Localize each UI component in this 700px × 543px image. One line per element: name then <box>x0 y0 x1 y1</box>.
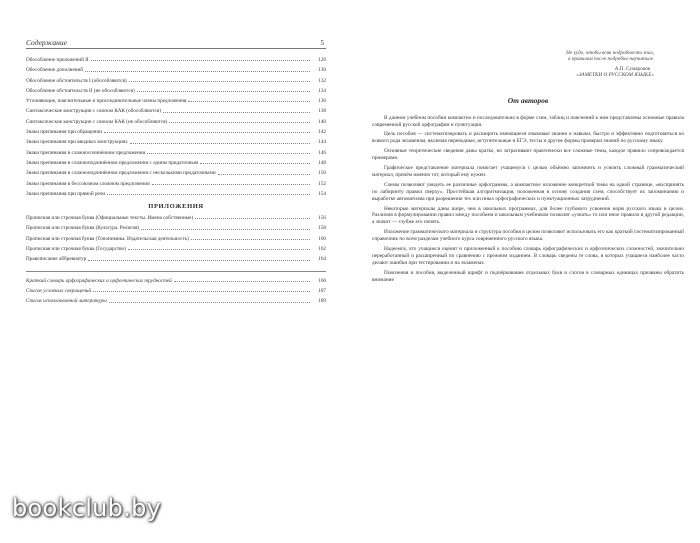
toc-item <box>26 256 326 262</box>
toc-item-page: 146 <box>318 149 326 156</box>
appendix-list <box>26 215 326 262</box>
toc-item-page: 164 <box>318 256 326 263</box>
toc-item <box>26 150 326 156</box>
toc-item-title: Знаки препинания в сложноподчинённом предложении с несколькими придаточными <box>26 170 216 177</box>
epigraph-line: а правилам после подробно научиться. <box>567 56 654 63</box>
toc-item-title: Знаки препинания в сложноподчинённом предложении с одним придаточным <box>26 159 199 166</box>
appendix-heading: ПРИЛОЖЕНИЯ <box>148 203 204 211</box>
preface-body <box>372 115 684 284</box>
toc-leader-dots <box>109 301 310 303</box>
toc-item <box>26 129 326 135</box>
toc-item-title: Знаки препинания при вводных конструкциях <box>26 139 128 146</box>
toc-item-title: Знаки препинания в бессоюзном сложном предложении <box>26 180 150 187</box>
toc-item-title: Знаки препинания при прямой речи <box>26 190 106 197</box>
toc-leader-dots <box>169 121 310 123</box>
toc-item-title: Список условных сокращений <box>26 287 92 294</box>
toc-leader-dots <box>129 80 310 82</box>
toc-item <box>26 278 326 284</box>
toc-item <box>26 57 326 63</box>
preface-paragraph: Схемы позволяют увидеть ее различные орфограммы, а компактное изложение конкретной темы на одной странице, «воспринять по лабиринту правил сверху». Простейшая алгоритмизация, положенная в основу создания схем, способствует их запоминанию и выработке автоматизма при разрешении тех или иных орфографических и пунктуационных затруднений. <box>372 181 684 202</box>
toc-item-page: 142 <box>318 129 326 136</box>
toc-item <box>26 225 326 231</box>
toc-item <box>26 78 326 84</box>
toc-item-page: 158 <box>318 225 326 232</box>
toc-item-title: Прописная или строчная буква (Официальные тексты. Имена собственные) <box>26 215 194 222</box>
toc-leader-dots <box>152 183 310 185</box>
toc-divider <box>26 271 326 272</box>
epigraph-work: «ЗАМЕТКИ О РУССКОМ ЯЗЫКЕ» <box>576 71 654 78</box>
toc-item-title: Прописная или строчная буква (Государство) <box>26 246 126 253</box>
toc-leader-dots <box>128 248 310 250</box>
toc-leader-dots <box>93 290 310 292</box>
toc-item <box>26 288 326 294</box>
toc-item-page: 140 <box>318 118 326 125</box>
preface-paragraph: Некоторые материалы даны шире, чем в школьных программах, для более глубокого усвоения норм русского языка в целом. Различия в формулировании правил между пособием и школьным учебником позволят «узнать» то или иное правило в другой редакции, а значит — глубже его понять. <box>372 205 684 226</box>
toc-item <box>26 139 326 145</box>
toc-item-page: 148 <box>318 159 326 166</box>
toc-item-page: 189 <box>318 298 326 305</box>
toc-leader-dots <box>174 280 310 282</box>
right-page <box>372 38 684 478</box>
toc-item <box>26 298 326 304</box>
toc-leader-dots <box>188 100 310 102</box>
toc-list <box>26 57 326 197</box>
toc-item-page: 160 <box>318 235 326 242</box>
toc-item-title: Список использованной литературы <box>26 298 107 305</box>
toc-item-title: Знаки препинания в сложносочинённом предложении <box>26 149 146 156</box>
toc-item <box>26 67 326 73</box>
toc-item-title: Прописная или строчная буква (Топонимика. Издательская деятельность) <box>26 235 189 242</box>
left-page <box>26 38 326 478</box>
toc-item-title: Уточняющие, пояснительные и присоединительные члены предложения <box>26 98 187 105</box>
toc-item <box>26 236 326 242</box>
preface-paragraph: Графическое представление материала помогает учащемуся с целью объёмно запомнить и усвоить сложный грамматический материал, причём именно тот, который ему нужен. <box>372 165 684 178</box>
toc-item <box>26 88 326 94</box>
toc-item-page: 138 <box>318 108 326 115</box>
running-head-title: Содержание <box>26 38 67 47</box>
toc-item-title: Обособление обстоятельств I (обособляются) <box>26 77 127 84</box>
preface-paragraph: Изложение грамматического материала и структура пособия в целом позволяют использовать его как краткий систематизированный справочник по всем разделам учебного курса современного русского языка. <box>372 229 684 243</box>
toc-leader-dots <box>104 131 310 133</box>
toc-leader-dots <box>195 217 310 219</box>
toc-leader-dots <box>200 162 310 164</box>
preface-paragraph: Основные теоретические сведения даны кратко, но затрагивают практически все сложные темы, каждое правило сопровождается примерами. <box>372 148 684 162</box>
toc-leader-dots <box>141 228 310 230</box>
toc-item-title: Синтаксические конструкции с союзом КАК (обособляются) <box>26 108 161 115</box>
toc-item <box>26 191 326 197</box>
toc-item <box>26 181 326 187</box>
preface-paragraph: Надеемся, что учащиеся оценят и приложенный к пособию словарь орфографических и орфоэпических сложностей, значительно переработанный и расширенный по сравнению с прежним изданием. В словарь сведены те слова, в которых учащиеся наиболее часто делают ошибки при тестировании и на экзаменах. <box>372 246 684 266</box>
toc-item-page: 166 <box>318 277 326 284</box>
toc-item-page: 162 <box>318 246 326 253</box>
watermark-text: bookclub.by <box>12 494 162 522</box>
toc-item <box>26 98 326 104</box>
toc-item-title: Синтаксические конструкции с союзом КАК (не обособляются) <box>26 118 168 125</box>
toc-item-title: Знаки препинания при обращении <box>26 129 103 136</box>
epigraph-author: А.П. Сумароков <box>614 65 650 72</box>
toc-item-page: 154 <box>318 190 326 197</box>
toc-item-page: 134 <box>318 87 326 94</box>
toc-leader-dots <box>88 259 310 261</box>
toc-item-title: Краткий словарь орфографических и орфоэпических трудностей <box>26 277 172 284</box>
epigraph-line: Не худо, чтобы всяк подробности знал, <box>566 50 654 56</box>
toc-item-title: Правописание аббревиатур <box>26 256 87 263</box>
toc-item <box>26 170 326 176</box>
toc-leader-dots <box>218 173 310 175</box>
toc-item-page: 152 <box>318 180 326 187</box>
toc-item-page: 126 <box>318 57 326 63</box>
preface-paragraph: Цель пособия — систематизировать и расширить имеющиеся языковые знания и навыки, быстро и эффективно подготовиться ко всякого рода экзаменам, включая переводные, вступительные и ЕГЭ, тесты и другие формы проверки знаний по русскому языку. <box>372 131 684 145</box>
toc-item-page: 144 <box>318 139 326 146</box>
toc-item-title: Обособление дополнений <box>26 67 84 74</box>
toc-leader-dots <box>91 59 310 61</box>
toc-leader-dots <box>191 238 310 240</box>
toc-leader-dots <box>137 90 310 92</box>
toc-item-page: 130 <box>318 67 326 74</box>
toc-item-title: Обособление обстоятельств II (не обособляются) <box>26 87 135 94</box>
running-head <box>26 38 326 49</box>
toc-leader-dots <box>107 193 310 195</box>
toc-item-page: 150 <box>318 170 326 177</box>
toc-item <box>26 246 326 252</box>
toc-item-title: Прописная или строчная буква (Культура. Религия) <box>26 225 140 232</box>
page-number: 5 <box>320 39 324 47</box>
toc-item-page: 136 <box>318 98 326 105</box>
toc-item <box>26 160 326 166</box>
toc-leader-dots <box>85 70 310 72</box>
toc-item-title: Обособление приложений II <box>26 57 89 63</box>
toc-item <box>26 119 326 125</box>
preface-paragraph: В данном учебном пособии компактно и последовательно в форме схем, таблиц и пояснений к ним представлены основные правила современной русской орфографии и пунктуации. <box>372 114 684 128</box>
toc-leader-dots <box>147 152 310 154</box>
toc-item-page: 132 <box>318 77 326 84</box>
toc-leader-dots <box>130 142 310 144</box>
toc-item-page: 187 <box>318 287 326 294</box>
toc-item <box>26 215 326 221</box>
extras-list <box>26 278 326 305</box>
epigraph <box>372 50 684 63</box>
section-title: От авторов <box>507 95 549 105</box>
toc-item-page: 156 <box>318 215 326 222</box>
preface-paragraph: Пояснения и пособия, выделенный шрифт и подчёркивание отдельных букв и слогов в словарных единицах призваны обратить внимание <box>372 269 684 283</box>
toc-item <box>26 108 326 114</box>
toc-leader-dots <box>163 111 310 113</box>
